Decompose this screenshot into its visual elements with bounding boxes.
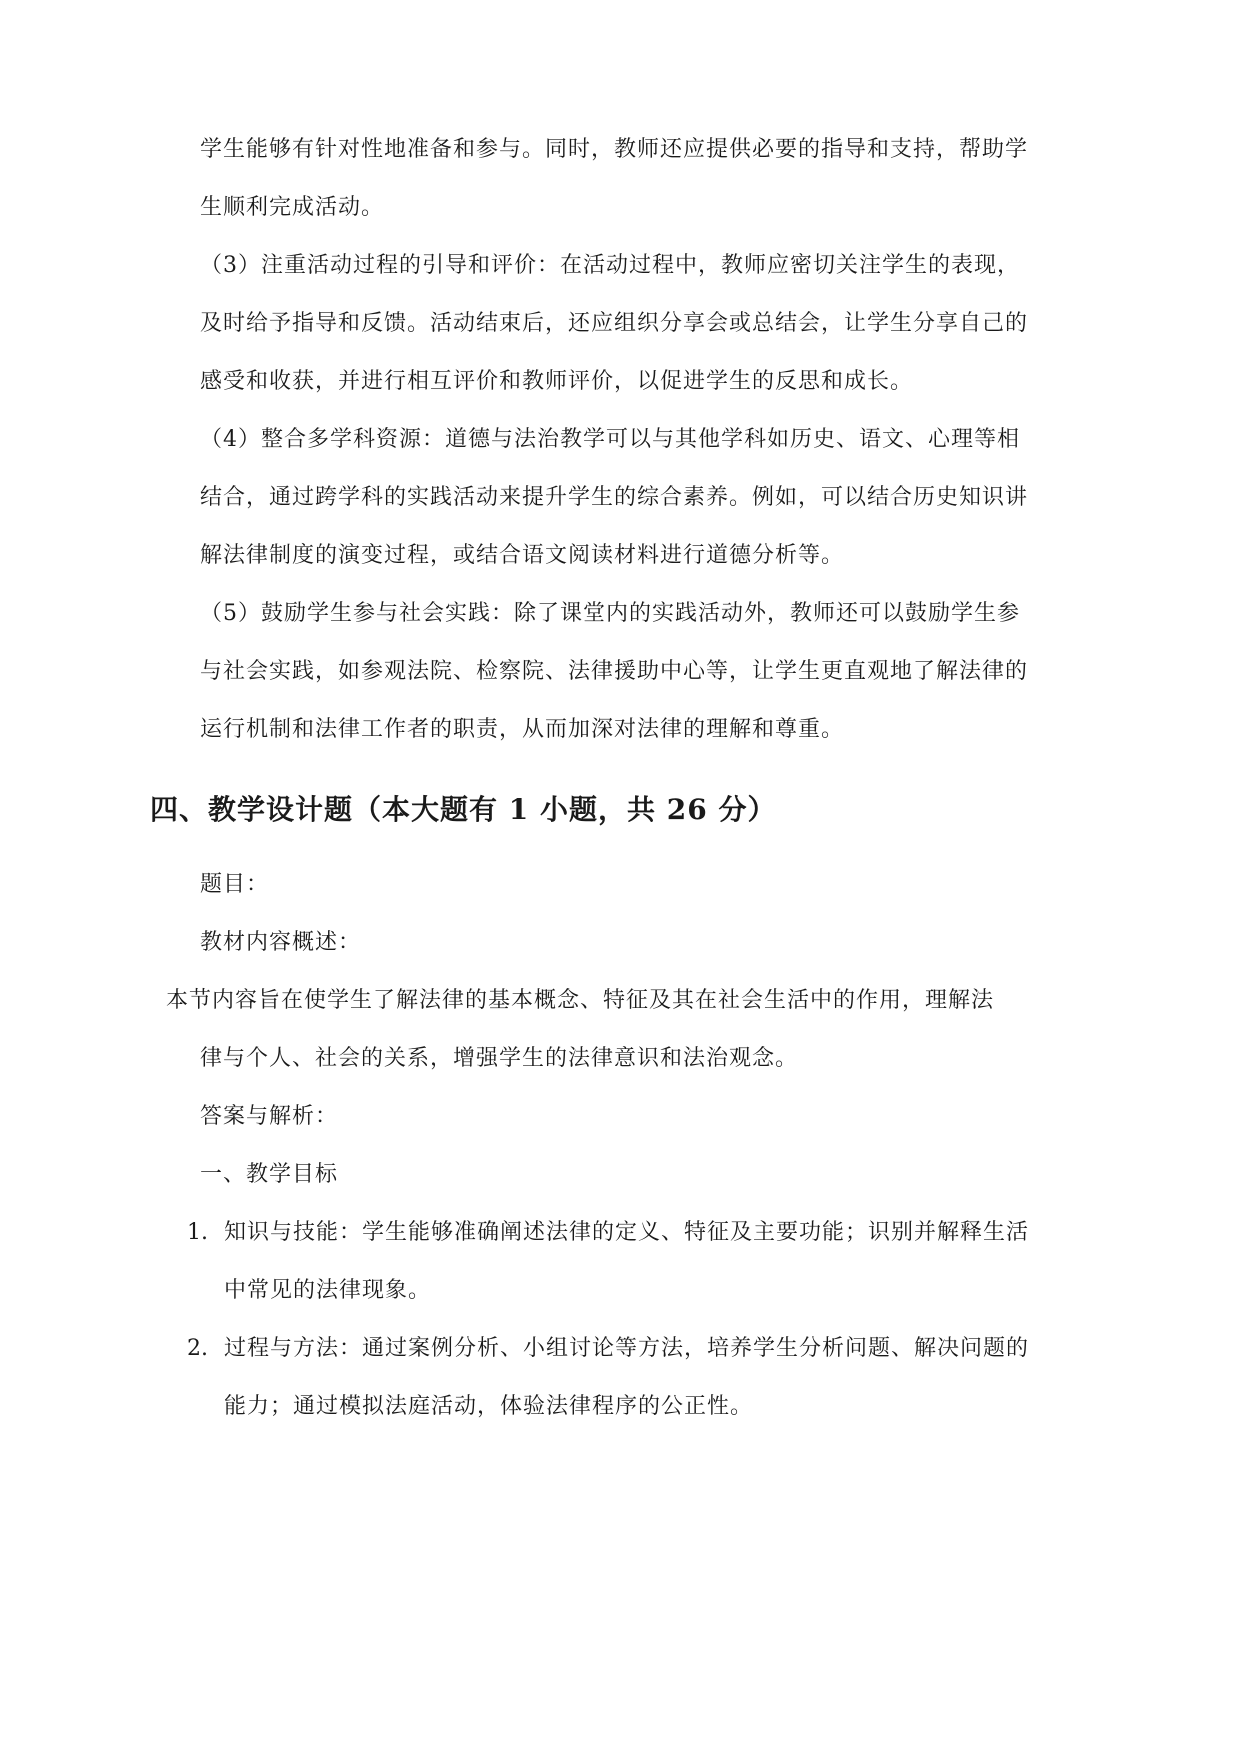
list-item-line: 中常见的法律现象。	[224, 1278, 432, 1303]
overview-text-line: 律与个人、社会的关系，增强学生的法律意识和法治观念。	[200, 1046, 799, 1071]
goals-heading: 一、教学目标	[200, 1162, 339, 1187]
paragraph-line: 学生能够有针对性地准备和参与。同时，教师还应提供必要的指导和支持，帮助学	[200, 137, 1029, 162]
list-item-line: 过程与方法：通过案例分析、小组讨论等方法，培养学生分析问题、解决问题的	[224, 1336, 1030, 1361]
section-heading: 四、教学设计题（本大题有 1 小题，共 26 分）	[150, 793, 777, 826]
answer-label: 答案与解析：	[200, 1104, 339, 1129]
paragraph-line: 运行机制和法律工作者的职责，从而加深对法律的理解和尊重。	[200, 717, 845, 742]
paragraph-line: （4）整合多学科资源：道德与法治教学可以与其他学科如历史、语文、心理等相	[200, 427, 1020, 452]
list-item-number: 2.	[187, 1336, 208, 1361]
list-item-line: 能力；通过模拟法庭活动，体验法律程序的公正性。	[224, 1394, 754, 1419]
paragraph-line: 及时给予指导和反馈。活动结束后，还应组织分享会或总结会，让学生分享自己的	[200, 311, 1029, 336]
paragraph-line: 感受和收获，并进行相互评价和教师评价，以促进学生的反思和成长。	[200, 369, 914, 394]
question-label: 题目：	[200, 872, 270, 897]
paragraph-line: （5）鼓励学生参与社会实践：除了课堂内的实践活动外，教师还可以鼓励学生参	[200, 601, 1020, 626]
overview-text-line: 本节内容旨在使学生了解法律的基本概念、特征及其在社会生活中的作用，理解法	[166, 988, 995, 1013]
overview-label: 教材内容概述：	[200, 930, 362, 955]
paragraph-line: 与社会实践，如参观法院、检察院、法律援助中心等，让学生更直观地了解法律的	[200, 659, 1029, 684]
paragraph-line: 生顺利完成活动。	[200, 195, 385, 220]
list-item-number: 1.	[187, 1220, 208, 1245]
paragraph-line: 解法律制度的演变过程，或结合语文阅读材料进行道德分析等。	[200, 543, 845, 568]
paragraph-line: （3）注重活动过程的引导和评价：在活动过程中，教师应密切关注学生的表现，	[200, 253, 1020, 278]
paragraph-line: 结合，通过跨学科的实践活动来提升学生的综合素养。例如，可以结合历史知识讲	[200, 485, 1029, 510]
list-item-line: 知识与技能：学生能够准确阐述法律的定义、特征及主要功能；识别并解释生活	[224, 1220, 1030, 1245]
